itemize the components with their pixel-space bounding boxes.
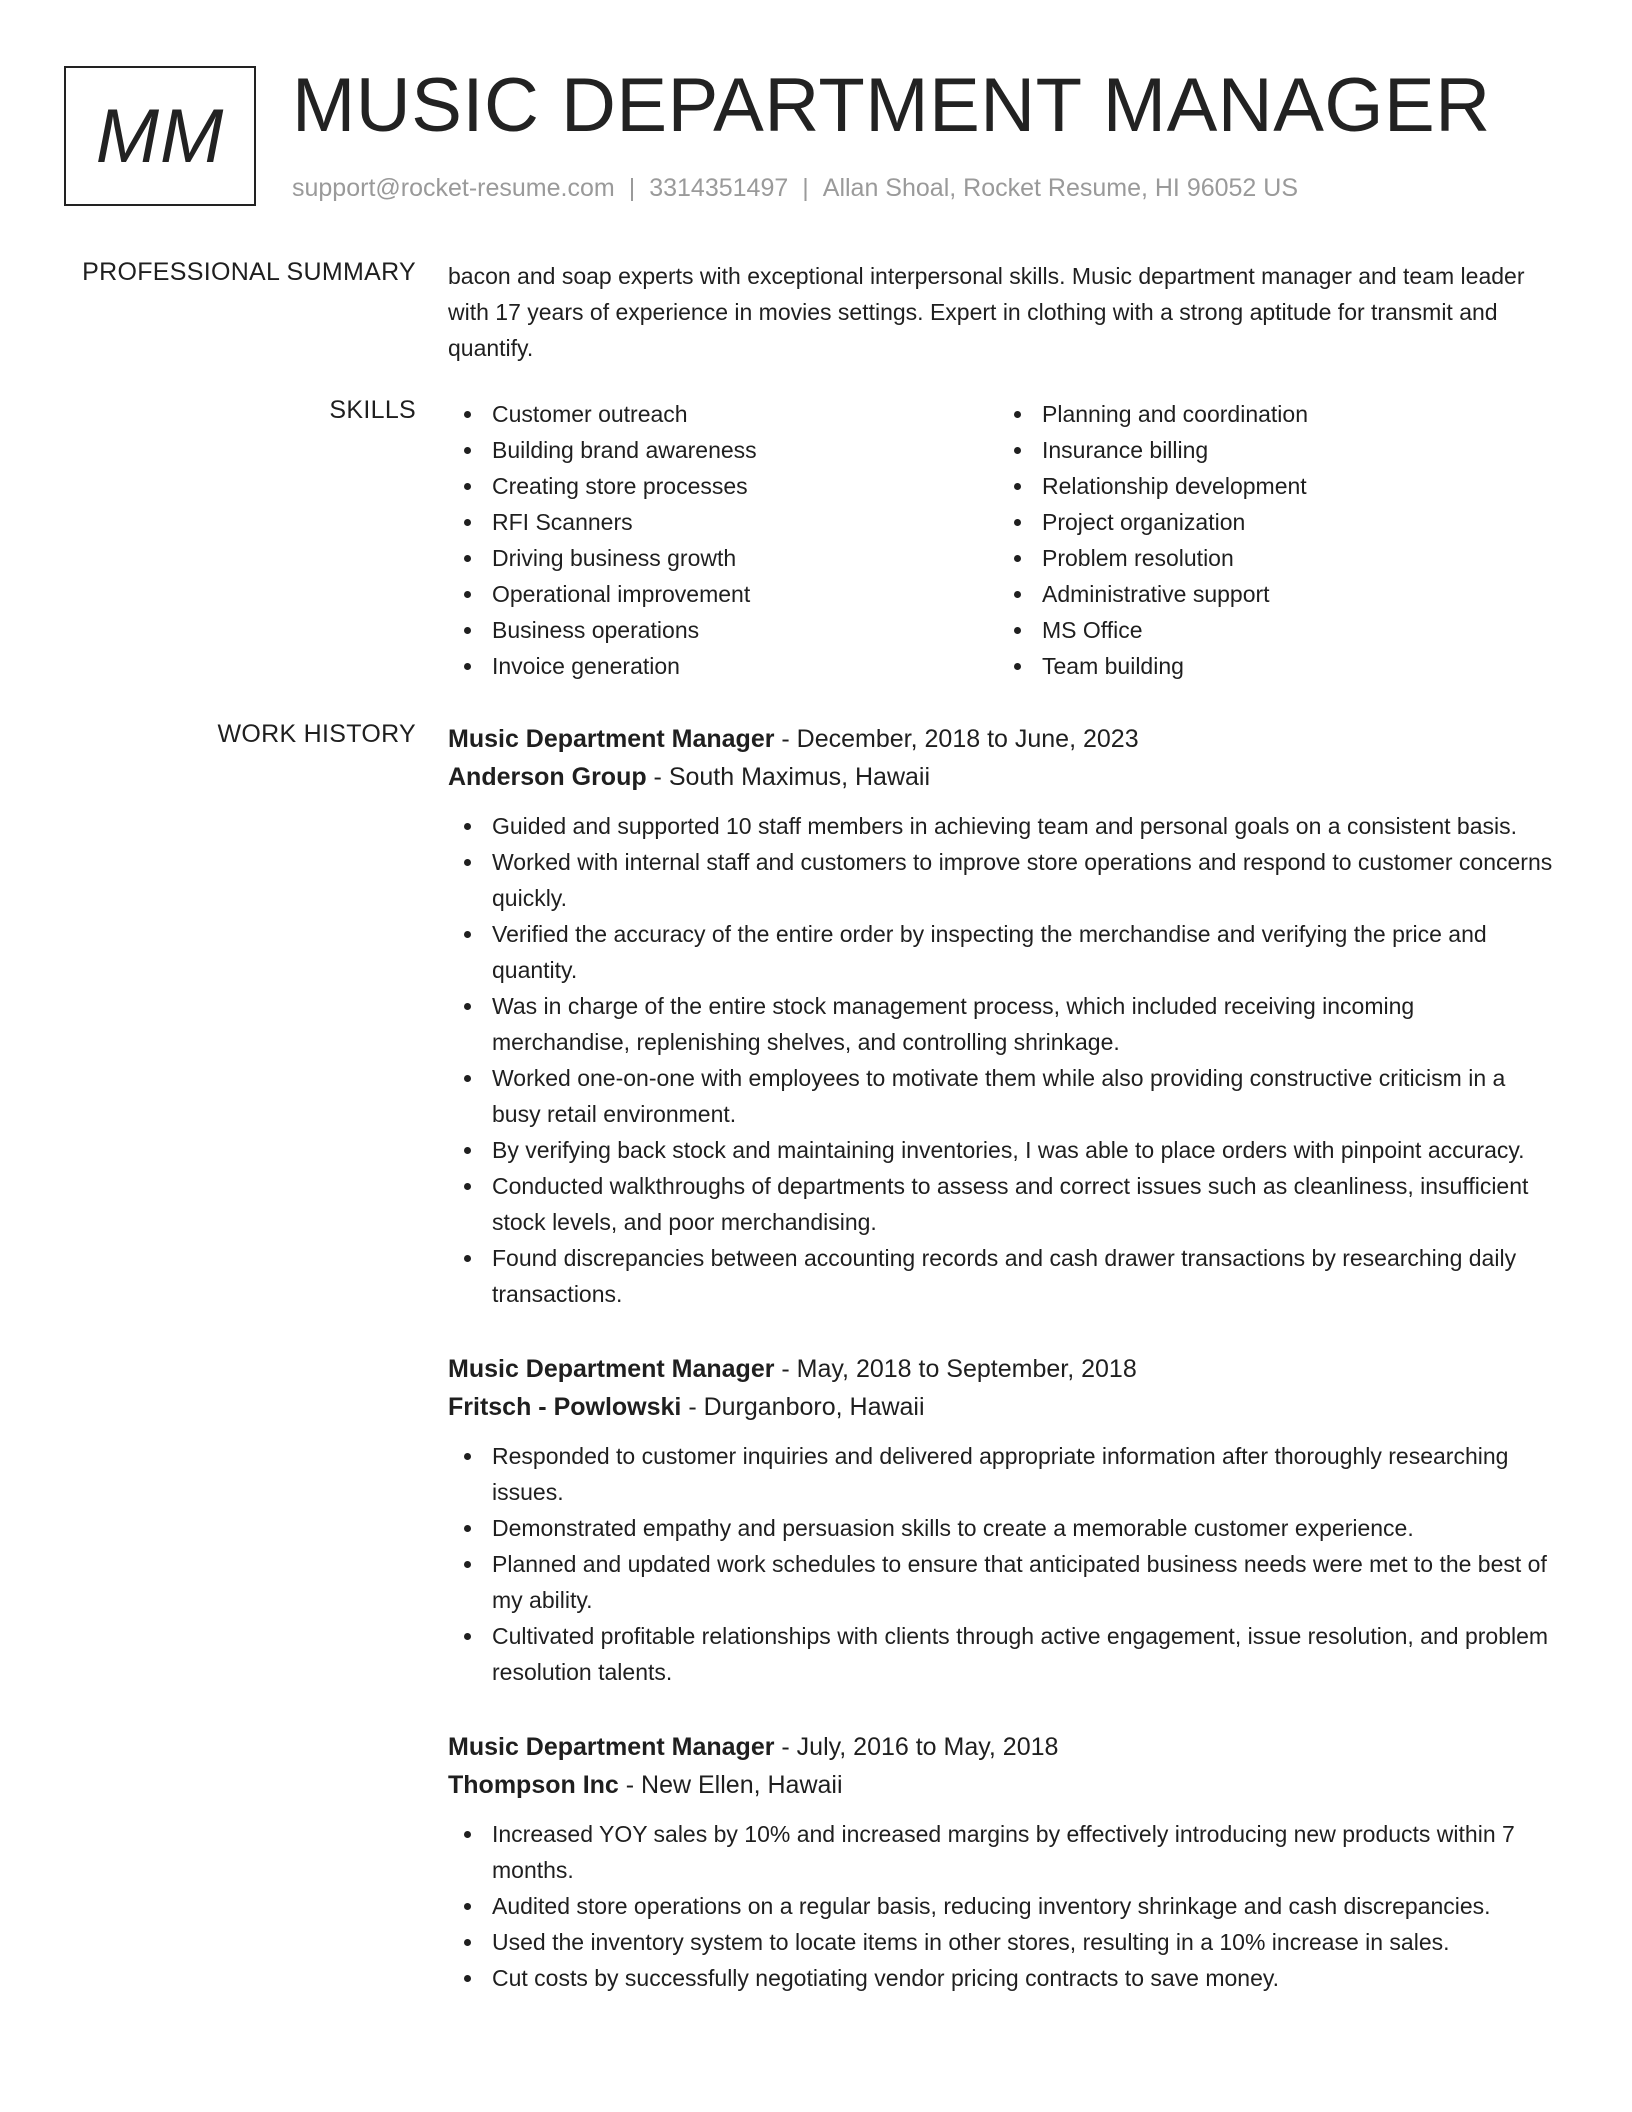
resume-title: MUSIC DEPARTMENT MANAGER bbox=[292, 63, 1491, 148]
job-company-line bbox=[448, 1766, 1558, 1804]
skill-item: RFI Scanners bbox=[448, 504, 998, 540]
contact-phone[interactable]: 3314351497 bbox=[649, 174, 789, 202]
job-bullet: Cultivated profitable relationships with clients through active engagement, issue resolution, and problem resolution talents. bbox=[448, 1618, 1558, 1690]
skills-list-left bbox=[448, 396, 998, 684]
skill-item: Relationship development bbox=[998, 468, 1548, 504]
job-dates: - May, 2018 to September, 2018 bbox=[774, 1355, 1137, 1383]
skills-heading: SKILLS bbox=[329, 396, 416, 424]
job-company-line bbox=[448, 758, 1558, 796]
contact-line bbox=[292, 174, 1298, 203]
skill-item: Problem resolution bbox=[998, 540, 1548, 576]
skill-item: Administrative support bbox=[998, 576, 1548, 612]
job-title: Music Department Manager bbox=[448, 1355, 775, 1383]
job-bullet: Responded to customer inquiries and delivered appropriate information after thoroughly researching issues. bbox=[448, 1438, 1558, 1510]
job-bullets bbox=[448, 1438, 1558, 1690]
job-bullet: Increased YOY sales by 10% and increased margins by effectively introducing new products within 7 months. bbox=[448, 1816, 1558, 1888]
job-bullet: Audited store operations on a regular basis, reducing inventory shrinkage and cash discrepancies. bbox=[448, 1888, 1558, 1924]
job-location: - South Maximus, Hawaii bbox=[646, 763, 931, 791]
work-history-body bbox=[448, 720, 1558, 2034]
job-title-line bbox=[448, 1350, 1558, 1388]
monogram-logo: MM bbox=[64, 66, 256, 206]
job-bullet: Planned and updated work schedules to ensure that anticipated business needs were met to the best of my ability. bbox=[448, 1546, 1558, 1618]
job-bullet: Worked with internal staff and customers to improve store operations and respond to customer concerns quickly. bbox=[448, 844, 1558, 916]
skill-item: Project organization bbox=[998, 504, 1548, 540]
skill-item: Operational improvement bbox=[448, 576, 998, 612]
job-location: - Durganboro, Hawaii bbox=[681, 1393, 925, 1421]
job-title-line bbox=[448, 1728, 1558, 1766]
job-bullet: Used the inventory system to locate items in other stores, resulting in a 10% increase in sales. bbox=[448, 1924, 1558, 1960]
skill-item: Creating store processes bbox=[448, 468, 998, 504]
contact-address: Allan Shoal, Rocket Resume, HI 96052 US bbox=[822, 174, 1299, 202]
job-bullet: Verified the accuracy of the entire order by inspecting the merchandise and verifying the price and quantity. bbox=[448, 916, 1558, 988]
job-bullet: Was in charge of the entire stock management process, which included receiving incoming merchandise, replenishing shelves, and controlling shrinkage. bbox=[448, 988, 1558, 1060]
job-company-line bbox=[448, 1388, 1558, 1426]
job-company: Thompson Inc bbox=[448, 1771, 619, 1799]
skill-item: Customer outreach bbox=[448, 396, 998, 432]
skill-item: Invoice generation bbox=[448, 648, 998, 684]
skill-item: MS Office bbox=[998, 612, 1548, 648]
skills-grid bbox=[448, 396, 1558, 684]
contact-separator: | bbox=[628, 174, 636, 202]
skill-item: Planning and coordination bbox=[998, 396, 1548, 432]
job-bullets bbox=[448, 1816, 1558, 1996]
job-entry bbox=[448, 720, 1558, 1312]
contact-email[interactable]: support@rocket-resume.com bbox=[292, 174, 615, 202]
job-bullet: Cut costs by successfully negotiating vendor pricing contracts to save money. bbox=[448, 1960, 1558, 1996]
job-bullet: Conducted walkthroughs of departments to assess and correct issues such as cleanliness, insufficient stock levels, and poor merchandising. bbox=[448, 1168, 1558, 1240]
skill-item: Driving business growth bbox=[448, 540, 998, 576]
job-bullet: Demonstrated empathy and persuasion skills to create a memorable customer experience. bbox=[448, 1510, 1558, 1546]
job-dates: - December, 2018 to June, 2023 bbox=[774, 725, 1139, 753]
summary-text: bacon and soap experts with exceptional interpersonal skills. Music department manager and team leader with 17 years of experience in movies settings. Expert in clothing with a strong aptitude for transmit and quantify. bbox=[448, 263, 1525, 361]
summary-heading: PROFESSIONAL SUMMARY bbox=[82, 258, 416, 286]
job-entry bbox=[448, 1350, 1558, 1690]
job-location: - New Ellen, Hawaii bbox=[618, 1771, 843, 1799]
skill-item: Building brand awareness bbox=[448, 432, 998, 468]
job-bullet: By verifying back stock and maintaining inventories, I was able to place orders with pinpoint accuracy. bbox=[448, 1132, 1558, 1168]
work-history-heading: WORK HISTORY bbox=[217, 720, 416, 748]
skill-item: Business operations bbox=[448, 612, 998, 648]
job-company: Fritsch - Powlowski bbox=[448, 1393, 682, 1421]
job-bullet: Guided and supported 10 staff members in achieving team and personal goals on a consistent basis. bbox=[448, 808, 1558, 844]
job-title-line bbox=[448, 720, 1558, 758]
job-bullet: Found discrepancies between accounting records and cash drawer transactions by researching daily transactions. bbox=[448, 1240, 1558, 1312]
resume-header bbox=[64, 63, 1568, 212]
skills-body bbox=[448, 396, 1558, 684]
job-bullets bbox=[448, 808, 1558, 1312]
job-company: Anderson Group bbox=[448, 763, 647, 791]
job-dates: - July, 2016 to May, 2018 bbox=[774, 1733, 1059, 1761]
job-title: Music Department Manager bbox=[448, 725, 775, 753]
skill-item: Insurance billing bbox=[998, 432, 1548, 468]
job-entry bbox=[448, 1728, 1558, 1996]
contact-separator: | bbox=[802, 174, 809, 202]
skill-item: Team building bbox=[998, 648, 1548, 684]
job-bullet: Worked one-on-one with employees to motivate them while also providing constructive criticism in a busy retail environment. bbox=[448, 1060, 1558, 1132]
job-title: Music Department Manager bbox=[448, 1733, 775, 1761]
skills-list-right bbox=[998, 396, 1548, 684]
